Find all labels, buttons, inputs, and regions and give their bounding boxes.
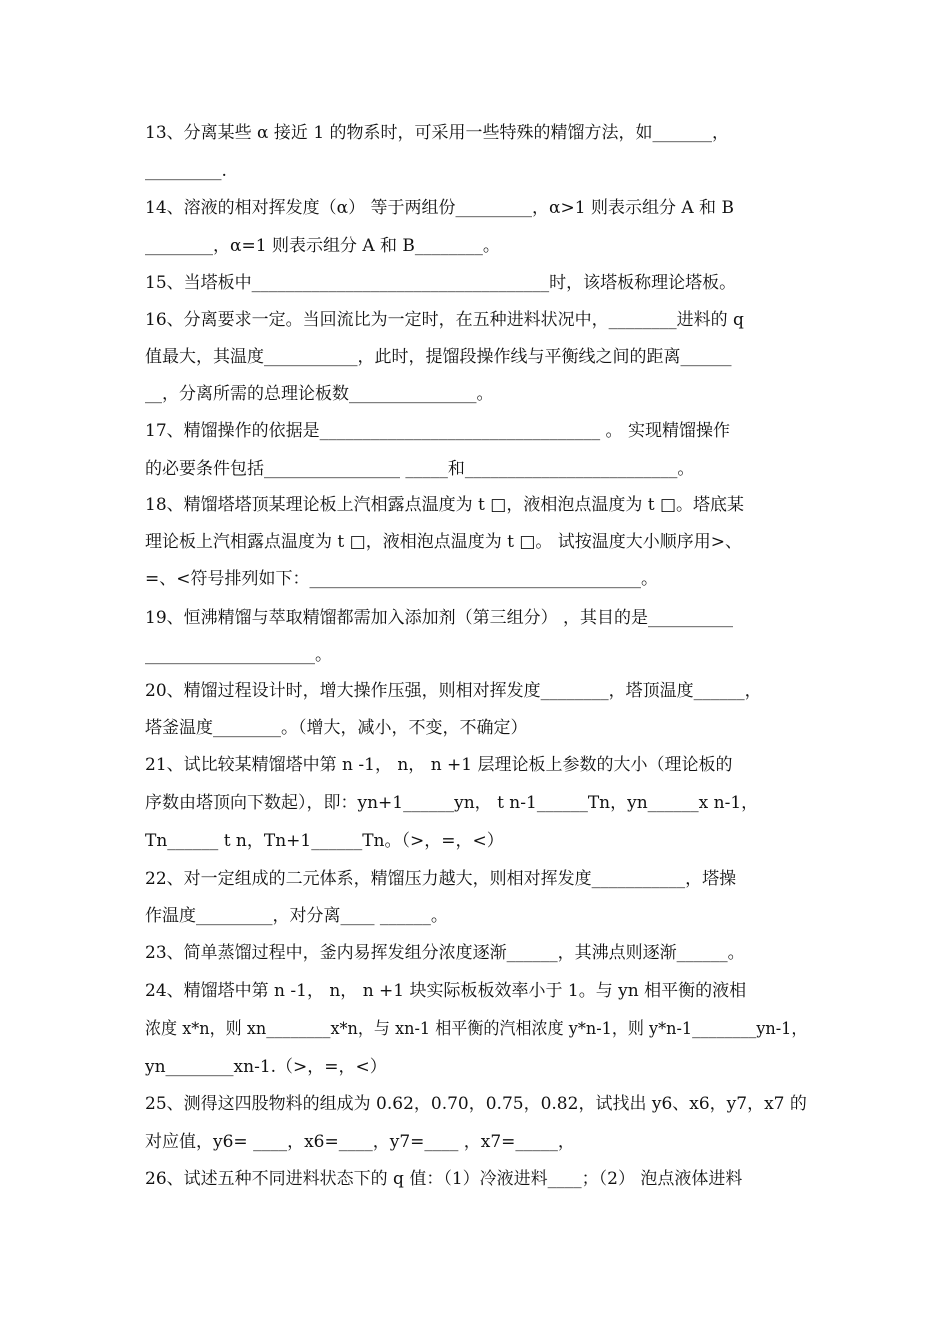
question-18-line-1: 18、精馏塔塔顶某理论板上汽相露点温度为 t □，液相泡点温度为 t □。塔底某 <box>145 495 745 515</box>
question-25-line-1: 25、测得这四股物料的组成为 0.62，0.70，0.75，0.82，试找出 y6、x6，y7，x7 的 <box>145 1094 807 1114</box>
question-14-line-1: 14、溶液的相对挥发度（α） 等于两组份_________，α>1 则表示组分 A 和 B <box>145 198 734 218</box>
question-19-line-1: 19、恒沸精馏与萃取精馏都需加入添加剂（第三组分） ，其目的是__________ <box>145 608 734 628</box>
question-19-line-2: ____________________。 <box>145 645 332 665</box>
question-21-line-3: Tn______ t n，Tn+1______Tn。（>，=，<） <box>145 831 504 851</box>
question-16-line-2: 值最大，其温度___________，此时，提馏段操作线与平衡线之间的距离______ <box>145 347 732 367</box>
question-13-line-1: 13、分离某些 α 接近 1 的物系时，可采用一些特殊的精馏方法，如_______， <box>145 123 730 143</box>
question-17-line-2: 的必要条件包括________________ _____和_________________________。 <box>145 459 695 479</box>
question-22-line-2: 作温度_________，对分离____ ______。 <box>145 906 448 926</box>
question-18-line-2: 理论板上汽相露点温度为 t □，液相泡点温度为 t □。 试按温度大小顺序用>、 <box>145 532 743 552</box>
question-21-line-2: 序数由塔顶向下数起），即：yn+1______yn， t n-1______Tn，yn______x n-1， <box>145 793 759 813</box>
question-22-line-1: 22、对一定组成的二元体系，精馏压力越大，则相对挥发度___________，塔操 <box>145 869 737 889</box>
question-17-line-1: 17、精馏操作的依据是_________________________________ 。 实现精馏操作 <box>145 421 730 441</box>
question-24-line-1: 24、精馏塔中第 n -1， n， n +1 块实际板板效率小于 1。与 yn 相平衡的液相 <box>145 981 747 1001</box>
question-14-line-2: ________，α=1 则表示组分 A 和 B________。 <box>145 236 500 256</box>
question-16-line-3: __，分离所需的总理论板数_______________。 <box>145 384 494 404</box>
question-21-line-1: 21、试比较某精馏塔中第 n -1， n， n +1 层理论板上参数的大小（理论板的 <box>145 755 733 775</box>
question-16-line-1: 16、分离要求一定。当回流比为一定时，在五种进料状况中，________进料的 q <box>145 310 744 330</box>
question-20-line-1: 20、精馏过程设计时，增大操作压强，则相对挥发度________，塔顶温度______， <box>145 681 762 701</box>
question-25-line-2: 对应值，y6= ____，x6=____，y7=____ ，x7=_____， <box>145 1132 575 1152</box>
question-15-line-1: 15、当塔板中___________________________________时，该塔板称理论塔板。 <box>145 273 737 293</box>
question-18-line-3: =、<符号排列如下：_______________________________________。 <box>145 569 658 589</box>
question-24-line-3: yn________xn-1.（>，=，<） <box>145 1057 387 1077</box>
question-20-line-2: 塔釜温度________。（增大，减小，不变，不确定） <box>145 718 528 738</box>
question-26-line-1: 26、试述五种不同进料状态下的 q 值：（1）冷液进料____；（2） 泡点液体进料 <box>145 1169 743 1189</box>
question-24-line-2: 浓度 x*n，则 xn________x*n，与 xn-1 相平衡的汽相浓度 y*n-1，则 y*n-1________yn-1， <box>145 1019 808 1039</box>
question-13-line-2: _________. <box>145 161 227 181</box>
question-23-line-1: 23、简单蒸馏过程中，釜内易挥发组分浓度逐渐______，其沸点则逐渐______。 <box>145 943 745 963</box>
